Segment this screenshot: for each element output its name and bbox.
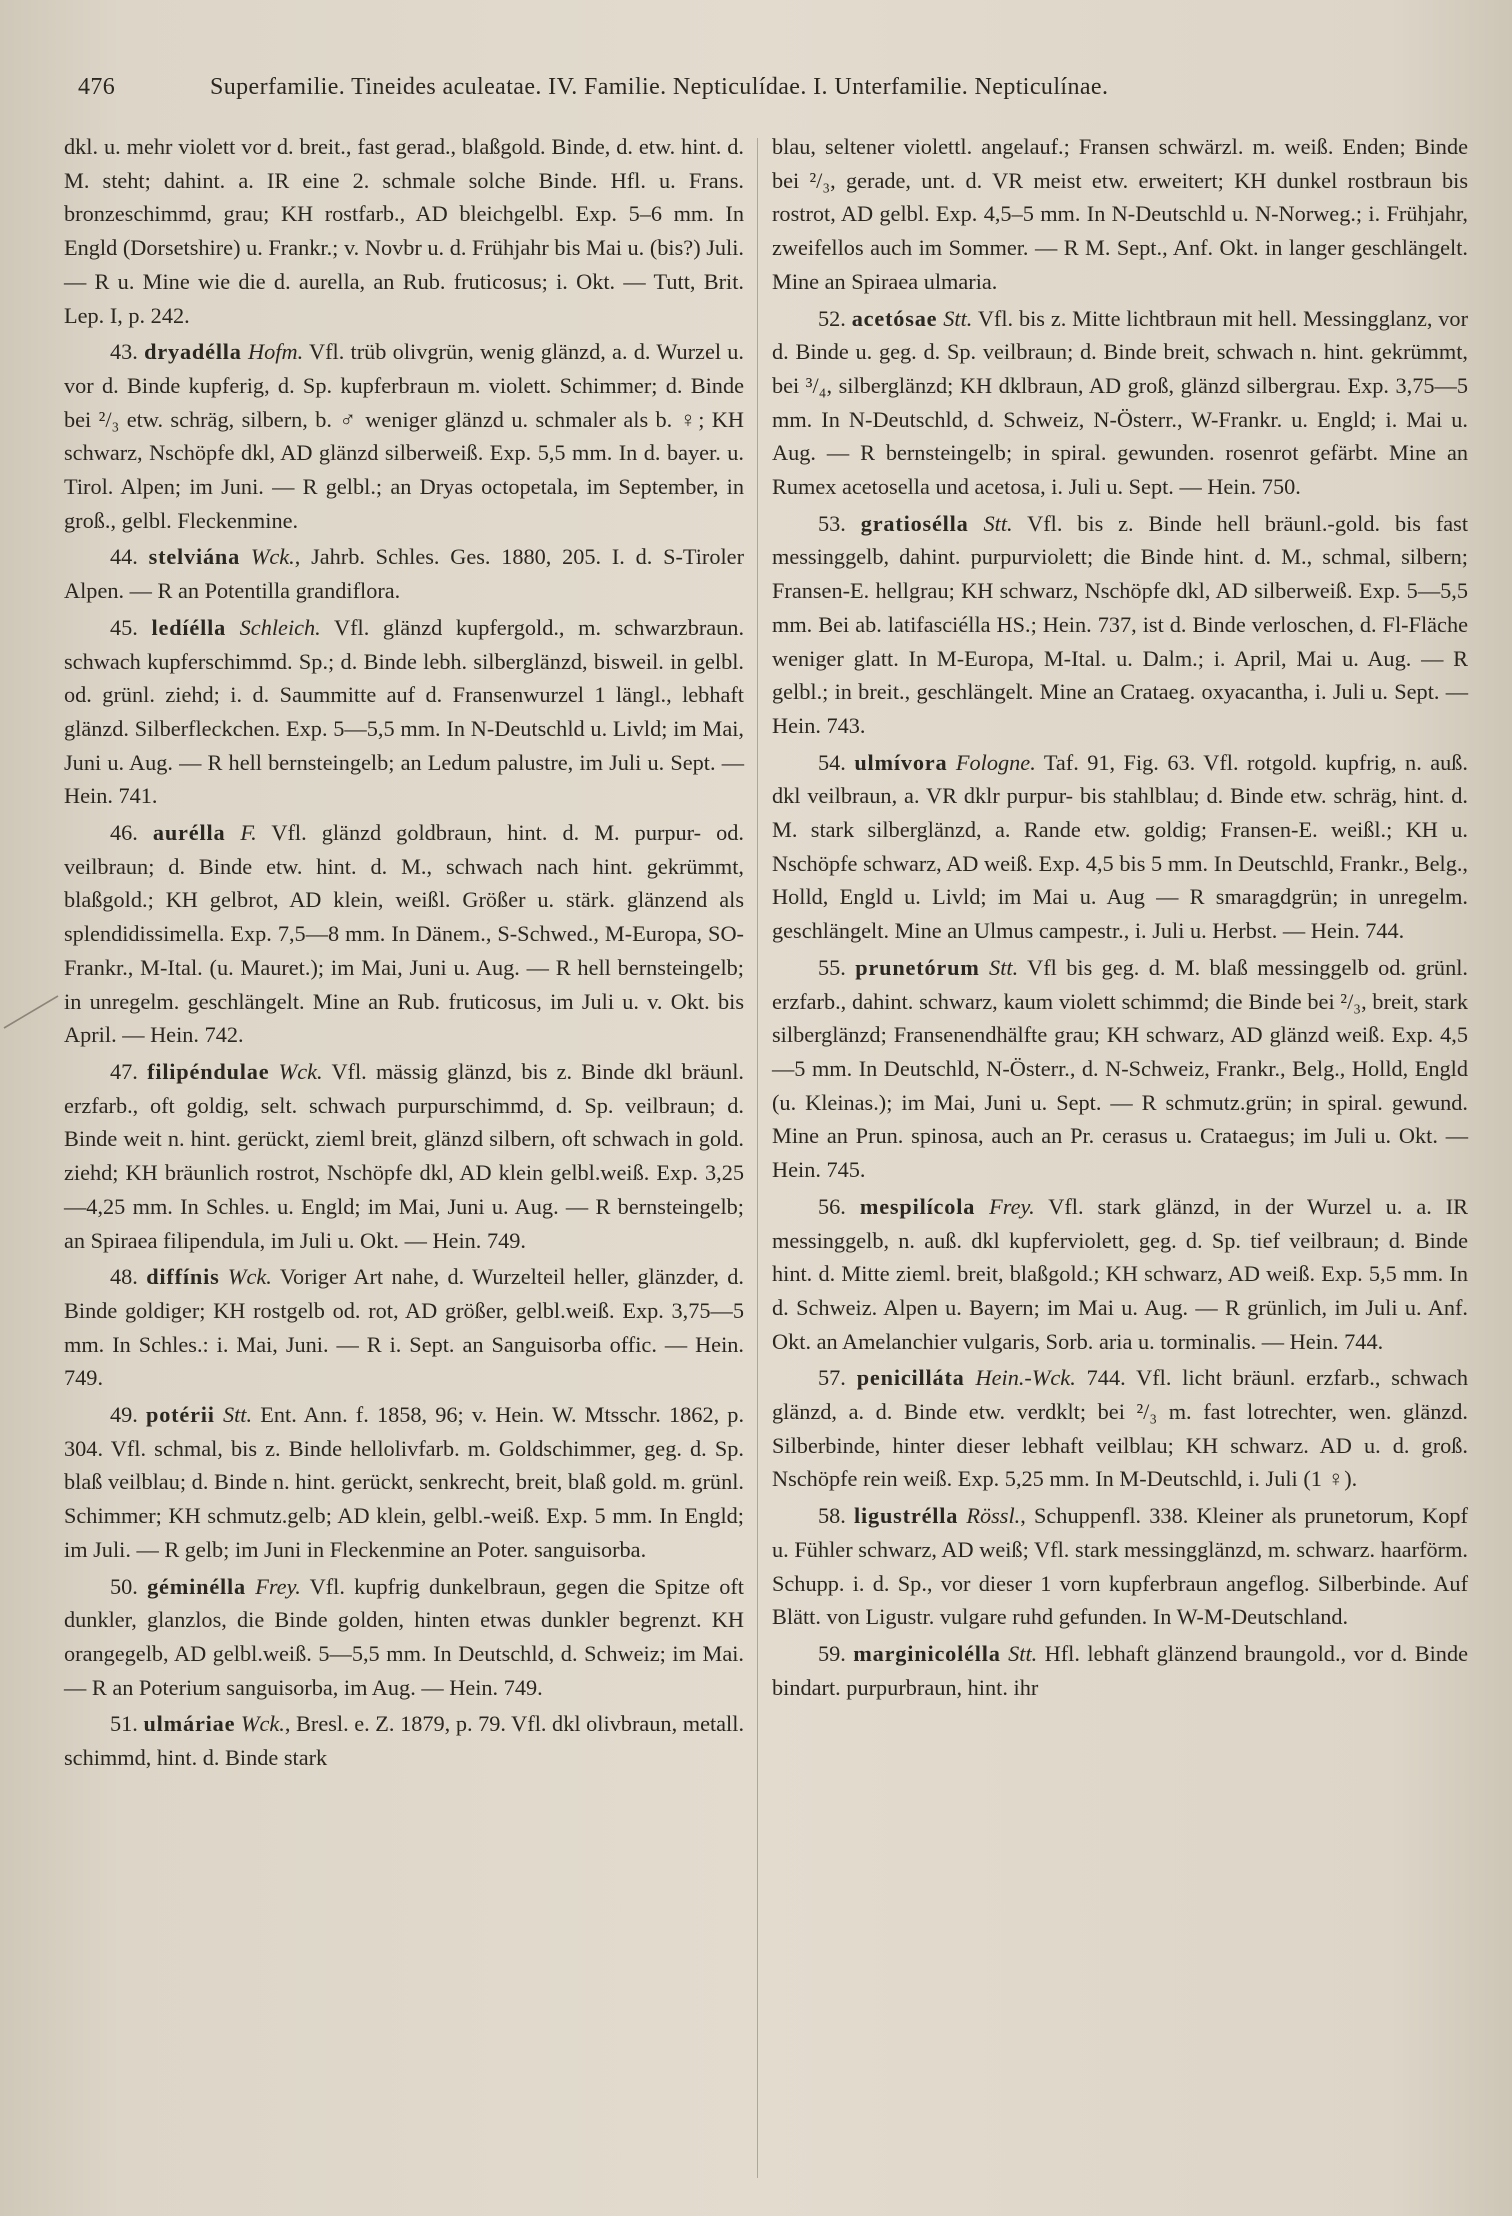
species-author: Stt. — [943, 305, 973, 331]
species-name: gratiosélla — [860, 510, 969, 536]
species-name: acetósae — [851, 305, 938, 331]
species-entry — [772, 1361, 1468, 1496]
species-entry — [64, 1055, 744, 1257]
entry-text: Taf. 91, Fig. 63. Vfl. rotgold. kupfrig, n. auß. dkl veilbraun, a. VR dklr purpur- bis stahlblau; d. Binde etw. schräg, hint. d. M. stark silberglänzd, a. Rande etw. goldig; Fransen-E. weißl.; KH u. Nschöpfe schwarz, AD weiß. Exp. 4,5 bis 5 mm. In Deutschld, Frankr., Belg., Holld, Engld u. Livld; im Mai u. Aug — R smaragdgrün; in unregelm. geschlängelt. Mine an Ulmus campestr., i. Juli u. Herbst. — Hein. 744. — [772, 749, 1468, 944]
species-entry — [64, 335, 744, 537]
entry-text: Vfl. mässig glänzd, bis z. Binde dkl bräunl. erzfarb., oft goldig, selt. schwach purpurschimmd, d. Sp. veilbraun; d. Binde weit n. hint. gerückt, zieml breit, glänzd silbern, oft schwach in gold. ziehd; KH bräunlich rostrot, Nschöpfe dkl, AD klein gelbl.weiß. Exp. 3,25—4,25 mm. In Schles. u. Engld; im Mai, Juni u. Aug. — R bernsteingelb; an Spiraea filipendula, im Juli u. Okt. — Hein. 749. — [64, 1058, 744, 1253]
entry-text: 744. Vfl. licht bräunl. erzfarb., schwach glänzd, a. d. Binde etw. verdklt; bei ²/₃ m. fast lotrechter, wen. glänzd. Silberbinde, hinter dieser lebhaft veilblau; KH schwarz. AD u. d. groß. Nschöpfe rein weiß. Exp. 5,25 mm. In M-Deutschld, i. Juli (1 ♀). — [772, 1365, 1469, 1492]
species-name: prunetórum — [855, 954, 980, 980]
entry-number: 54. — [818, 749, 846, 775]
species-author: Stt. — [989, 954, 1019, 980]
species-entry — [772, 1190, 1468, 1359]
species-author: F. — [240, 820, 257, 846]
entry-text: Vfl. bis z. Mitte lichtbraun mit hell. Messingglanz, vor d. Binde u. geg. d. Sp. veilbraun; d. Binde breit, schwach n. hint. gekrümmt, bei ³/₄, silberglänzd; KH dklbraun, AD groß, glänzd silbergrau. Exp. 3,75—5 mm. In N-Deutschld, d. Schweiz, N-Österr., W-Frankr. u. Engld; i. Mai u. Aug. — R bernsteingelb; in spiral. gewunden. rosenrot gefärbt. Mine an Rumex acetosella und acetosa, i. Juli u. Sept. — Hein. 750. — [772, 305, 1469, 500]
species-name: potérii — [146, 1402, 215, 1428]
species-author: Wck. — [278, 1058, 323, 1084]
entry-text: blau, seltener violettl. angelauf.; Fransen schwärzl. m. weiß. Enden; Binde bei ²/₃, gerade, unt. d. VR meist etw. erweitert; KH dunkel rostbraun bis rostrot, AD gelbl. Exp. 4,5–5 mm. In N-Deutschld u. N-Norweg.; i. Frühjahr, zweifellos auch im Sommer. — R M. Sept., Anf. Okt. in langer geschlängelt. Mine an Spiraea ulmaria. — [772, 134, 1468, 294]
entry-number: 47. — [110, 1058, 138, 1084]
entry-number: 44. — [110, 544, 138, 570]
species-name: géminélla — [147, 1573, 246, 1599]
entry-text: Voriger Art nahe, d. Wurzelteil heller, glänzder, d. Binde goldiger; KH rostgelb od. rot, AD größer, gelbl.weiß. Exp. 3,75—5 mm. In Schles.: i. Mai, Juni. — R i. Sept. an Sanguisorba offic. — Hein. 749. — [64, 1264, 745, 1391]
species-author: Wck. — [227, 1264, 272, 1290]
entry-number: 46. — [110, 820, 138, 846]
species-name: marginicolélla — [853, 1640, 1001, 1666]
continued-text — [64, 130, 744, 332]
entry-number: 45. — [110, 614, 138, 640]
species-name: ulmívora — [854, 749, 948, 775]
species-entry — [64, 611, 744, 813]
entry-number: 55. — [818, 954, 846, 980]
species-entry — [64, 816, 744, 1052]
species-entry — [772, 1637, 1468, 1704]
species-name: aurélla — [152, 820, 226, 846]
species-entry — [772, 507, 1468, 743]
page-number: 476 — [78, 74, 116, 100]
species-name: ligustrélla — [854, 1503, 959, 1529]
entry-number: 52. — [818, 305, 846, 331]
entry-text: Vfl. glänzd goldbraun, hint. d. M. purpur- od. veilbraun; d. Binde etw. hint. d. M., schwach nach hint. gekrümmt, blaßgold.; KH gelbrot, AD klein, weißl. Größer u. stärk. glänzend als splendidissimella. Exp. 7,5—8 mm. In Dänem., S-Schwed., M-Europa, SO-Frankr., M-Ital. (u. Mauret.); im Mai, Juni u. Aug. — R hell bernsteingelb; in unregelm. geschlängelt. Mine an Rub. fruticosus, im Juli u. v. Okt. bis April. — Hein. 742. — [64, 820, 744, 1048]
entry-number: 58. — [818, 1503, 846, 1529]
running-title: Superfamilie. Tineides aculeatae. IV. Familie. Nepticulídae. I. Unterfamilie. Nepticulínae. — [210, 74, 1109, 100]
species-name: stelviána — [148, 544, 241, 570]
entry-number: 57. — [818, 1365, 846, 1391]
species-author: Wck. — [240, 1711, 285, 1737]
species-author: Stt. — [222, 1402, 253, 1428]
entry-text: , Jahrb. Schles. Ges. 1880, 205. I. d. S-Tiroler Alpen. — R an Potentilla grandiflora. — [64, 544, 745, 604]
species-name: ledíélla — [151, 614, 227, 640]
column-divider — [757, 138, 758, 2178]
species-name: penicilláta — [856, 1365, 965, 1391]
entry-number: 59. — [818, 1640, 846, 1666]
species-author: Wck. — [250, 544, 295, 570]
entry-number: 51. — [110, 1711, 138, 1737]
species-name: mespilícola — [859, 1193, 976, 1219]
entry-number: 53. — [818, 510, 846, 536]
entry-text: dkl. u. mehr violett vor d. breit., fast gerad., blaßgold. Binde, d. etw. hint. d. M. steht; dahint. a. IR eine 2. schmale solche Binde. Hfl. u. Frans. bronzeschimmd, grau; KH rostfarb., AD bleichgelbl. Exp. 5–6 mm. In Engld (Dorsetshire) u. Frankr.; v. Novbr u. d. Frühjahr bis Mai u. (bis?) Juli. — R u. Mine wie die d. aurella, an Rub. fruticosus; i. Okt. — Tutt, Brit. Lep. I, p. 242. — [64, 134, 744, 328]
species-author: Stt. — [1008, 1640, 1038, 1666]
entry-number: 48. — [110, 1264, 138, 1290]
entry-text: , Bresl. e. Z. 1879, p. 79. Vfl. dkl olivbraun, metall. schimmd, hint. d. Binde stark — [64, 1711, 745, 1771]
continued-text — [772, 130, 1468, 299]
species-entry — [772, 746, 1468, 948]
entry-text: Vfl. stark glänzd, in der Wurzel u. a. IR messinggelb, n. auß. dkl kupferviolett, geg. d. Sp. tief veilbraun; d. Binde hint. d. Mitte zieml. breit, blaßgold.; KH schwarz, AD weiß. Exp. 5,5 mm. In d. Schweiz. Alpen u. Bayern; im Mai u. Aug. — R grünlich, im Juli u. Anf. Okt. an Amelanchier vulgaris, Sorb. aria u. torminalis. — Hein. 744. — [772, 1193, 1469, 1354]
species-entry — [64, 1707, 744, 1774]
entry-text: , Schuppenfl. 338. Kleiner als prunetorum, Kopf u. Fühler schwarz, AD weiß; Vfl. stark messingglänzd, m. schwarz. haarförm. Schupp. i. d. Sp., vor dieser 1 vorn kupferbraun angeflog. Silberbinde. Auf Blätt. von Ligustr. vulgare ruhd gefunden. In W-M-Deutschland. — [772, 1503, 1468, 1630]
species-author: Fologne. — [955, 749, 1036, 775]
species-name: filipéndulae — [147, 1058, 270, 1084]
entry-text: Vfl. bis z. Binde hell bräunl.-gold. bis fast messinggelb, dahint. purpurviolett; die Binde hint. d. M., schmal, silbern; Fransen-E. hellgrau; KH schwarz, Nschöpfe dkl, AD silberweiß. Exp. 5—5,5 mm. Bei ab. latifasciélla HS.; Hein. 737, ist d. Binde verloschen, d. Fl-Fläche weniger glatt. In M-Europa, M-Ital. u. Dalm.; i. April, Mai u. Aug. — R gelbl.; in breit., geschlängelt. Mine an Crataeg. oxyacantha, i. Juli u. Sept. — Hein. 743. — [772, 510, 1469, 738]
species-entry — [64, 1570, 744, 1705]
species-author: Hofm. — [248, 339, 304, 365]
pencil-mark — [2, 990, 62, 1030]
species-author: Frey. — [989, 1193, 1035, 1219]
species-entry — [64, 1398, 744, 1567]
entry-text: Vfl bis geg. d. M. blaß messinggelb od. grünl. erzfarb., dahint. schwarz, kaum violett schimmd; die Binde bei ²/₃, breit, stark silberglänzd; Fransenendhälfte grau; KH schwarz, AD glänzd weiß. Exp. 4,5—5 mm. In Deutschld, N-Österr., d. N-Schweiz, Frankr., Belg., Holld, Engld (u. Kleinas.); im Mai, Juni u. Sept. — R schmutz.grün; in spiral. gewund. Mine an Prun. spinosa, auch an Pr. cerasus u. Crataegus; im Juli u. Okt. — Hein. 745. — [772, 954, 1468, 1183]
species-author: Stt. — [983, 510, 1013, 536]
species-name: diffínis — [146, 1264, 220, 1290]
species-author: Schleich. — [239, 614, 321, 640]
entry-text: Vfl. trüb olivgrün, wenig glänzd, a. d. Wurzel u. vor d. Binde kupferig, d. Sp. kupferbraun m. violett. Schimmer; d. Binde bei ²/₃ etw. schräg, silbern, b. ♂ weniger glänzd u. schmaler als b. ♀; KH schwarz, Nschöpfe dkl, AD glänzd silberweiß. Exp. 5,5 mm. In d. bayer. u. Tirol. Alpen; im Juni. — R gelbl.; an Dryas octopetala, im September, in groß., gelbl. Fleckenmine. — [64, 339, 744, 533]
entry-text: Hfl. lebhaft glänzend braungold., vor d. Binde bindart. purpurbraun, hint. ihr — [772, 1640, 1468, 1700]
species-name: ulmáriae — [143, 1711, 236, 1737]
right-column — [772, 130, 1468, 1704]
entry-text: Ent. Ann. f. 1858, 96; v. Hein. W. Mtsschr. 1862, p. 304. Vfl. schmal, bis z. Binde hellolivfarb. m. Goldschimmer, geg. d. Sp. blaß veilblau; d. Binde n. hint. gerückt, senkrecht, breit, blaß gold. m. grünl. Schimmer; KH schmutz.gelb; AD klein, gelbl.-weiß. Exp. 5 mm. In Engld; im Juli. — R gelb; im Juni in Fleckenmine an Poter. sanguisorba. — [64, 1402, 745, 1562]
entry-number: 50. — [110, 1573, 138, 1599]
species-name: dryadélla — [144, 339, 242, 365]
running-header — [78, 74, 1368, 101]
left-column — [64, 130, 744, 1775]
entry-number: 56. — [818, 1193, 846, 1219]
species-entry — [772, 1499, 1468, 1634]
entry-number: 49. — [110, 1402, 138, 1428]
species-author: Frey. — [255, 1573, 301, 1599]
species-entry — [64, 540, 744, 607]
entry-number: 43. — [110, 339, 138, 365]
species-entry — [64, 1260, 744, 1395]
species-entry — [772, 951, 1468, 1187]
entry-text: Vfl. kupfrig dunkelbraun, gegen die Spitze oft dunkler, glanzlos, die Binde golden, hinten etwas dunkler begrenzt. KH orangegelb, AD gelbl.weiß. 5—5,5 mm. In Deutschld, d. Schweiz; im Mai. — R an Poterium sanguisorba, im Aug. — Hein. 749. — [64, 1573, 744, 1700]
species-author: Hein.-Wck. — [975, 1365, 1076, 1391]
species-entry — [772, 302, 1468, 504]
species-author: Rössl. — [966, 1503, 1021, 1529]
entry-text: Vfl. glänzd kupfergold., m. schwarzbraun. schwach kupferschimmd. Sp.; d. Binde lebh. silberglänzd, bisweil. in gelbl. od. grünl. ziehd; i. d. Saummitte auf d. Fransenwurzel 1 längl., lebhaft glänzd. Silberfleckchen. Exp. 5—5,5 mm. In N-Deutschld u. Livld; im Mai, Juni u. Aug. — R hell bernsteingelb; an Ledum palustre, im Juli u. Sept. — Hein. 741. — [64, 614, 745, 809]
